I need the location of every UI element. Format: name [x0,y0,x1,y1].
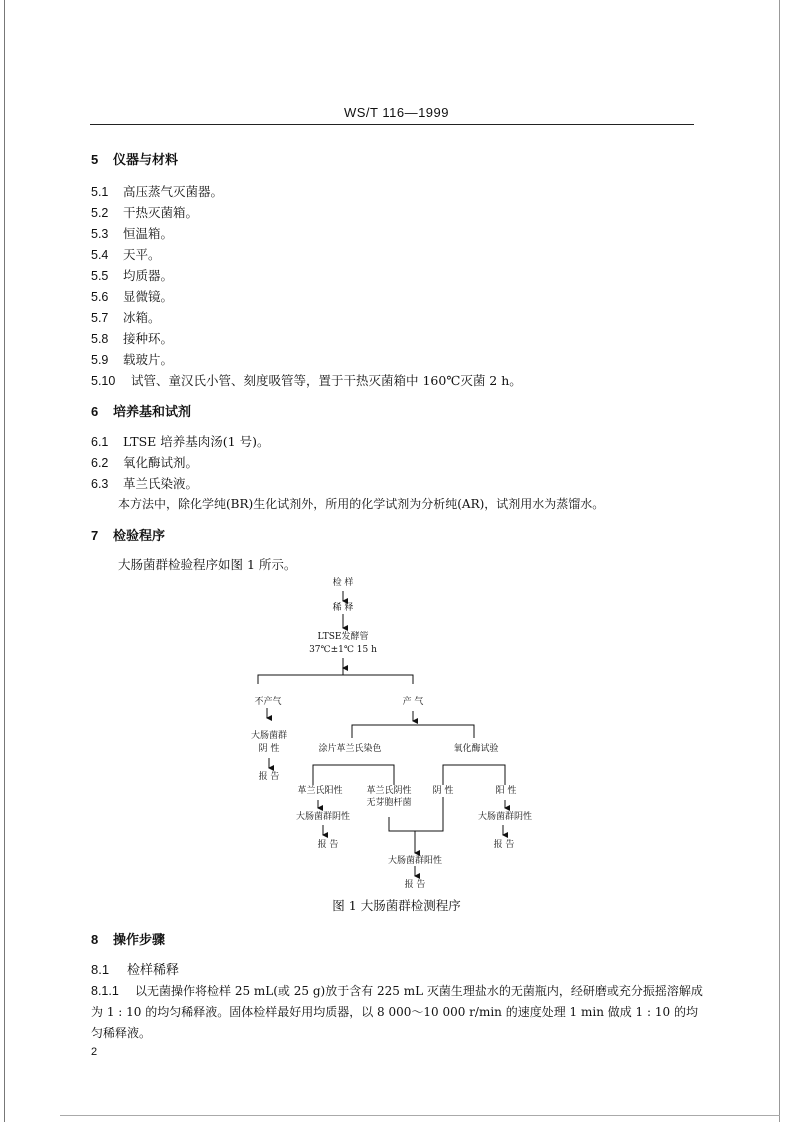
item-number: 5.1 [91,185,109,199]
item-text: 革兰氏染液。 [123,476,199,491]
flow-oxidase-positive: 阳 性 [495,786,517,796]
subsection-number: 8.1 [91,962,110,977]
flow-report-2: 报 告 [317,840,339,850]
item-number: 5.7 [91,311,109,325]
section-number: 6 [91,404,99,419]
flow-no-gas: 不产气 [254,697,282,707]
section-number: 8 [91,932,99,947]
item-number: 5.3 [91,227,109,241]
item-number: 5.4 [91,248,109,262]
page-number: 2 [91,1046,98,1058]
flow-dilute: 稀 释 [332,603,354,613]
section-5-heading [91,152,178,169]
section-8-heading [91,932,165,949]
item-number: 5.8 [91,332,109,346]
header-rule [90,124,694,125]
item-text: 干热灭菌箱。 [123,205,199,220]
flow-gram-smear: 涂片革兰氏染色 [318,744,382,754]
flow-report-4: 报 告 [404,880,426,890]
list-item [91,331,173,347]
paragraph-number: 8.1.1 [91,984,119,998]
item-number: 5.2 [91,206,109,220]
figure-caption: 图 1 大肠菌群检测程序 [332,898,461,913]
section-title: 操作步骤 [113,933,166,948]
list-item [91,205,198,221]
list-item [91,373,522,389]
section-title: 培养基和试剂 [113,405,192,420]
page-edge-right [779,0,780,1122]
procedure-intro: 大肠菌群检验程序如图 1 所示。 [118,557,297,572]
split-oxidase [443,765,505,785]
item-text: 均质器。 [123,268,174,283]
subsection-8-1-heading [91,962,179,979]
item-text: 试管、童汉氏小管、刻度吸管等，置于干热灭菌箱中 160℃灭菌 2 h。 [131,373,522,388]
flow-negative: 阴 性 [258,744,280,754]
split-gas-branch [258,675,413,684]
flow-coliform: 大肠菌群 [250,731,287,741]
flow-coliform-negative-right: 大肠菌群阴性 [477,812,532,822]
item-number: 5.6 [91,290,109,304]
item-text: 显微镜。 [123,289,174,304]
list-item [91,476,198,492]
item-number: 6.2 [91,456,109,470]
split-gram [313,765,394,785]
flow-oxidase: 氧化酶试验 [453,744,499,754]
section-7-heading [91,528,165,545]
item-text: 天平。 [123,247,161,262]
flow-sample: 检 样 [332,578,354,588]
page-edge-bottom [60,1115,780,1116]
paragraph-text: 以无菌操作将检样 25 mL(或 25 g)放于含有 225 mL 灭菌生理盐水的无菌瓶内，经研磨或充分振摇溶解成为 1 : 10 的均匀稀释液。固体检样最好用均质器，以 8 000～10 000 r/min 的速度处理 1 min 做成 1 : 10 的均匀稀释液。 [91,984,703,1040]
flow-no-spore: 无芽胞杆菌 [366,798,412,808]
list-item [91,247,161,263]
item-number: 5.5 [91,269,109,283]
flow-tube: LTSE发酵管 [317,632,369,642]
flow-gas: 产 气 [402,697,424,707]
split-tests [352,725,474,738]
section-6-heading [91,404,191,421]
item-number: 6.3 [91,477,109,491]
list-item [91,352,173,368]
flow-report-1: 报 告 [258,772,280,782]
section-number: 5 [91,152,99,167]
flow-coliform-negative-left: 大肠菌群阴性 [295,812,350,822]
item-text: 接种环。 [123,331,174,346]
item-number: 5.9 [91,353,109,367]
paragraph-8-1-1 [91,981,703,1044]
list-item [91,289,173,305]
list-item [91,184,223,200]
list-item [91,310,161,326]
list-item [91,268,173,284]
item-number: 6.1 [91,435,109,449]
item-number: 5.10 [91,374,116,388]
item-text: 氧化酶试剂。 [123,455,199,470]
item-text: 冰箱。 [123,310,161,325]
flow-gram-positive: 革兰氏阳性 [297,786,343,796]
section-number: 7 [91,528,99,543]
flow-incubate: 37℃±1℃ 15 h [309,645,377,655]
flow-report-3: 报 告 [493,840,515,850]
flow-coliform-positive: 大肠菌群阳性 [387,856,442,866]
item-text: 恒温箱。 [123,226,174,241]
page-header: WS/T 116—1999 [343,105,449,120]
item-text: 载玻片。 [123,352,174,367]
page-edge-left [4,0,5,1122]
list-item [91,434,269,450]
section-title: 检验程序 [113,529,166,544]
subsection-title: 检样稀释 [127,963,180,978]
flow-gram-negative: 革兰氏阴性 [366,786,412,796]
list-item [91,455,198,471]
item-text: 高压蒸气灭菌器。 [123,184,224,199]
reagent-note: 本方法中，除化学纯(BR)生化试剂外，所用的化学试剂为分析纯(AR)，试剂用水为蒸馏水。 [118,497,605,511]
flow-oxidase-negative: 阴 性 [432,786,454,796]
item-text: LTSE 培养基肉汤(1 号)。 [123,434,270,449]
list-item [91,226,173,242]
section-title: 仪器与材料 [113,153,179,168]
